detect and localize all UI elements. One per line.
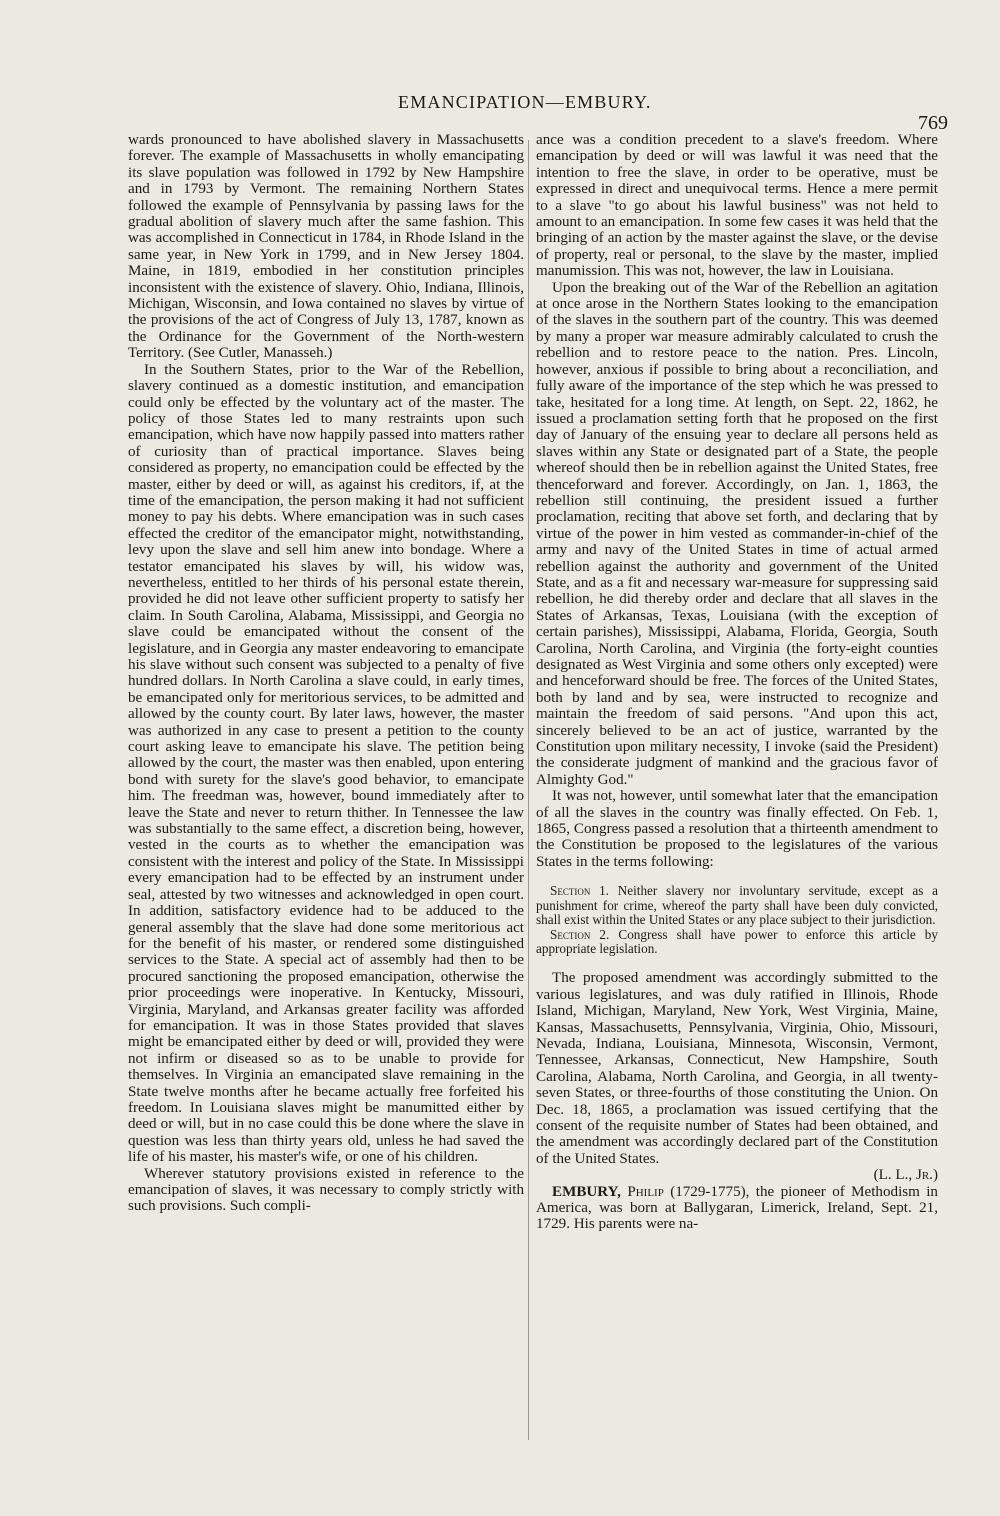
quote-section-2 (536, 928, 938, 957)
embury-entry (536, 1184, 938, 1233)
paragraph: ance was a condition precedent to a slave's freedom. Where emancipation by deed or will was lawful it was need that the intention to free the slave, in order to be operative, must be expressed in direct and unequivocal terms. Hence a mere permit to a slave "to go about his lawful business" was not held to amount to an emancipation. In some few cases it was held that the bringing of an action by the master against the slave, or the devise of property, real or personal, to the slave by the master, implied manumission. This was not, however, the law in Louisiana. (536, 132, 938, 280)
right-column (536, 132, 938, 1233)
paragraph: It was not, however, until somewhat later that the emancipation of all the slaves in the country was finally effected. On Feb. 1, 1865, Congress passed a resolution that a thirteenth amendment to the Constitution be proposed to the legislatures of the various States in the terms following: (536, 788, 938, 870)
section-text: Neither slavery nor involuntary servitude, except as a punishment for crime, whereof the party shall have been duly convicted, shall exist within the United States or any place subject to their jurisdiction. (536, 883, 938, 928)
left-column (128, 132, 524, 1215)
paragraph: In the Southern States, prior to the War of the Rebellion, slavery continued as a domestic institution, and emancipation could only be effected by the voluntary act of the master. The policy of those States led to many restraints upon such emancipation, which have now happily passed into matters rather of curiosity than of practical importance. Slaves being considered as property, no emancipation could be effected by the master, either by deed or will, as against his creditors, if, at the time of the emancipation, the person making it had not sufficient money to pay his debts. Where emancipation was in such cases effected the creditor of the emancipator might, notwithstanding, levy upon the slave and sell him anew into bondage. Where a testator emancipated his slaves by will, his widow was, nevertheless, entitled to her thirds of his personal estate therein, provided he did not leave other sufficient property to satisfy her claim. In South Carolina, Alabama, Mississippi, and Georgia no slave could be emancipated without the consent of the legislature, and in Georgia any master endeavoring to emancipate his slave without such consent was subjected to a penalty of five hundred dollars. In North Carolina a slave could, in early times, be emancipated only for meritorious services, to be admitted and allowed by the county court. By later laws, however, the master was authorized in any case to present a petition to the county court asking leave to emancipate his slave. The petition being allowed by the court, the master was then enabled, upon entering bond with surety for the slave's good behavior, to emancipate him. The freedman was, however, bound immediately after to leave the State and never to return thither. In Tennessee the law was substantially to the same effect, a discretion being, however, vested in the courts as to whether the emancipation was consistent with the interest and policy of the State. In Mississippi every emancipation had to be effected by an instrument under seal, attested by two witnesses and acknowledged in open court. In addition, satisfactory evidence had to be adduced to the general assembly that the slave had done some meritorious act for the benefit of his master, or rendered some distinguished services to the State. A special act of assembly had then to be procured sanctioning the proposed emancipation, otherwise the prior proceedings were inoperative. In Kentucky, Missouri, Virginia, Maryland, and Arkansas greater facility was afforded for emancipation. It was in those States provided that slaves might be emancipated either by deed or will, provided they were not infirm or diseased so as to be unable to provide for themselves. In Virginia an emancipated slave remaining in the State twelve months after he became actually free forfeited his freedom. In Louisiana slaves might be manumitted either by deed or will, but in no case could this be done where the slave in question was less than thirty years old, unless he had saved the life of his master, his master's wife, or one of his children. (128, 361, 524, 1166)
paragraph: wards pronounced to have abolished slavery in Massachusetts forever. The example of Massachusetts in wholly emancipating its slave population was followed in 1792 by New Hampshire and in 1793 by Vermont. The remaining Northern States followed the example of Pennsylvania by passing laws for the gradual abolition of slavery much after the same fashion. This was accomplished in Connecticut in 1784, in Rhode Island in the same year, in New York in 1799, and in New Jersey 1804. Maine, in 1819, embodied in her constitution principles inconsistent with the existence of slavery. Ohio, Indiana, Illinois, Michigan, Wisconsin, and Iowa contained no slaves by virtue of the provisions of the act of Congress of July 13, 1787, known as the Ordinance for the Government of the North-western Territory. (See Cutler, Manasseh.) (128, 132, 524, 362)
column-divider (528, 140, 529, 1440)
section-text: Congress shall have power to enforce this article by appropriate legislation. (536, 926, 938, 956)
section-label: Section 1. (550, 883, 609, 899)
entry-text: (1729-1775), the pioneer of Methodism in America, was born at Ballygaran, Limerick, Ireland, Sept. 21, 1729. His parents were na- (536, 1183, 938, 1233)
paragraph: Upon the breaking out of the War of the Rebellion an agitation at once arose in the Northern States looking to the emancipation of the slaves in the southern part of the country. This was deemed by many a proper war measure admirably calculated to crush the rebellion and to restore peace to the nation. Pres. Lincoln, however, anxious if possible to bring about a reconciliation, and fully aware of the importance of the step which he was pressed to take, hesitated for a long time. At length, on Sept. 22, 1862, he issued a proclamation setting forth that he proposed on the first day of January of the ensuing year to declare all persons held as slaves within any State or designated part of a State, the people whereof should then be in rebellion against the United States, free thenceforward and forever. Accordingly, on Jan. 1, 1863, the rebellion still continuing, the president issued a further proclamation, reciting that above set forth, and declaring that by virtue of the power in him vested as commander-in-chief of the army and navy of the United States in time of actual armed rebellion against the authority and government of the United State, and as a fit and necessary war-measure for suppressing said rebellion, he did thereby order and declare that all slaves in the States of Arkansas, Texas, Louisiana (with the exception of certain parishes), Mississippi, Alabama, Florida, Georgia, South Carolina, North Carolina, and Virginia (the forty-eight counties designated as West Virginia and some others only excepted) were and henceforward should be free. The forces of the United States, both by land and by sea, were instructed to recognize and maintain the freedom of said persons. "And upon this act, sincerely believed to be an act of justice, warranted by the Constitution upon military necessity, I invoke (said the President) the considerate judgment of mankind and the gracious favor of Almighty God." (536, 279, 938, 788)
paragraph: Wherever statutory provisions existed in reference to the emancipation of slaves, it was necessary to comply strictly with such provisions. Such compli- (128, 1165, 524, 1215)
author-signature: (L. L., Jr.) (873, 1167, 938, 1184)
page-number: 769 (918, 112, 948, 134)
entry-given-name: Philip (627, 1183, 664, 1200)
entry-headword: EMBURY, (552, 1183, 621, 1200)
section-label: Section 2. (550, 926, 610, 942)
quote-section-1 (536, 884, 938, 927)
running-head: EMANCIPATION—EMBURY. (398, 92, 652, 112)
paragraph: The proposed amendment was accordingly submitted to the various legislatures, and was duly ratified in Illinois, Rhode Island, Michigan, Maryland, New York, West Virginia, Maine, Kansas, Massachusetts, Pennsylvania, Virginia, Ohio, Missouri, Nevada, Indiana, Louisiana, Minnesota, Wisconsin, Vermont, Tennessee, Arkansas, Connecticut, New Hampshire, South Carolina, Alabama, North Carolina, and Georgia, in all twenty-seven States, or three-fourths of those constituting the Union. On Dec. 18, 1865, a proclamation was issued certifying that the consent of the requisite number of States had been obtained, and the amendment was accordingly declared part of the Constitution of the United States. (536, 970, 938, 1167)
amendment-quote (536, 884, 938, 956)
